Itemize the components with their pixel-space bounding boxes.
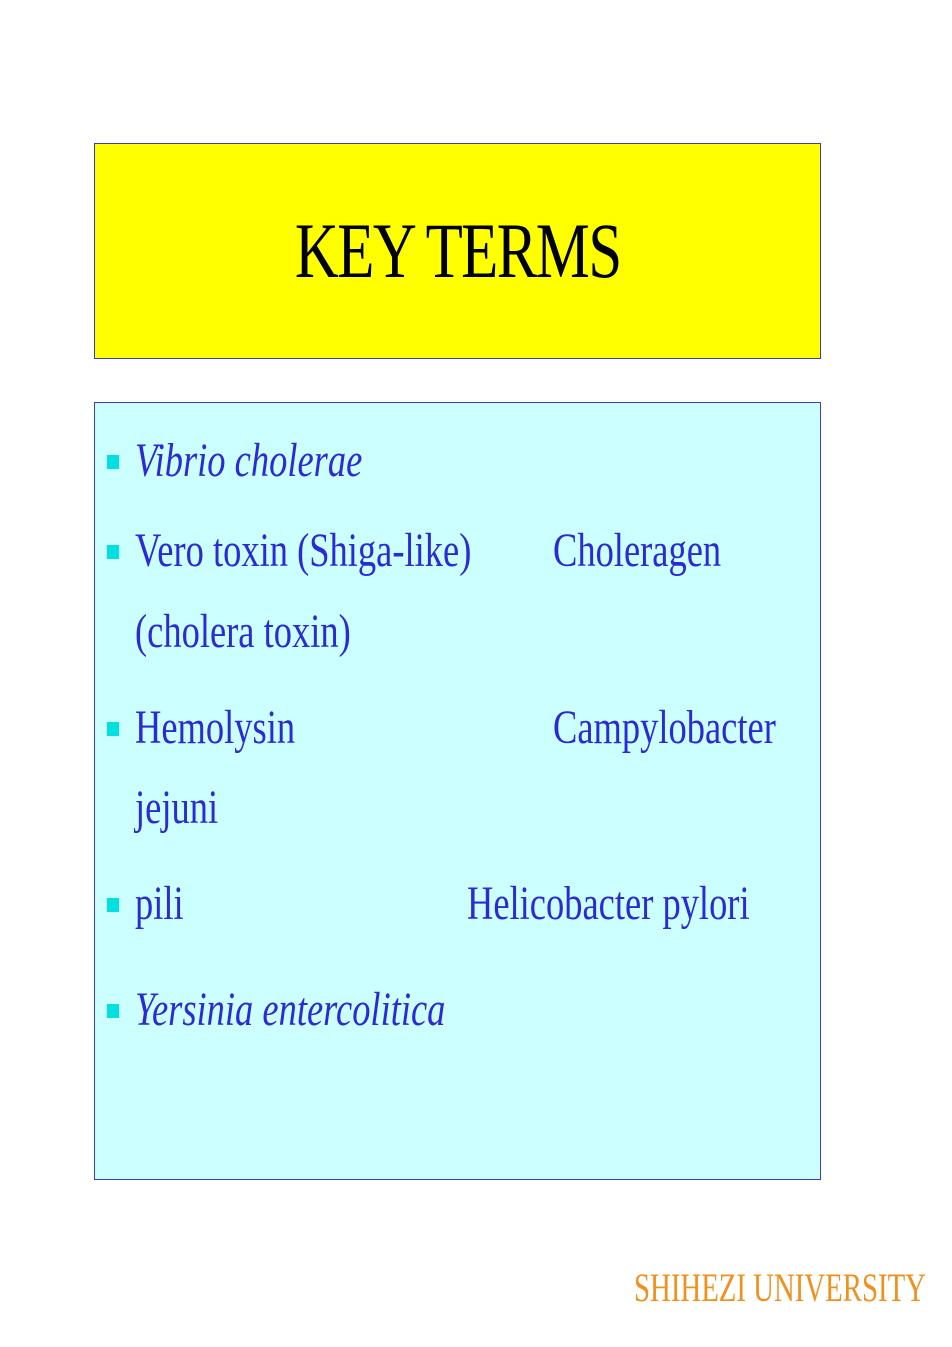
bullet-icon [107, 898, 119, 912]
list-item-text: Vero toxin (Shiga-like) [135, 524, 472, 577]
list-item-text: Yersinia entercolitica [135, 983, 446, 1036]
list-item-right-text: Choleragen [553, 524, 722, 577]
key-terms-list [94, 402, 821, 1180]
list-item-text: Hemolysin [135, 701, 296, 754]
list-item-continuation: (cholera toxin) [135, 605, 351, 658]
list-item-right-text: Campylobacter [553, 701, 776, 754]
list-item-right-text: Helicobacter pylori [467, 877, 750, 930]
list-item-text: pili [135, 877, 184, 930]
bullet-icon [107, 455, 119, 469]
footer-university: SHIHEZI UNIVERSITY [634, 1265, 926, 1310]
list-item-text: Vibrio cholerae [135, 434, 363, 487]
list-item-continuation: jejuni [135, 781, 219, 834]
title-box [94, 143, 821, 359]
slide-title: KEY TERMS [294, 207, 621, 294]
bullet-icon [107, 1004, 119, 1018]
bullet-icon [107, 545, 119, 559]
bullet-icon [107, 722, 119, 736]
